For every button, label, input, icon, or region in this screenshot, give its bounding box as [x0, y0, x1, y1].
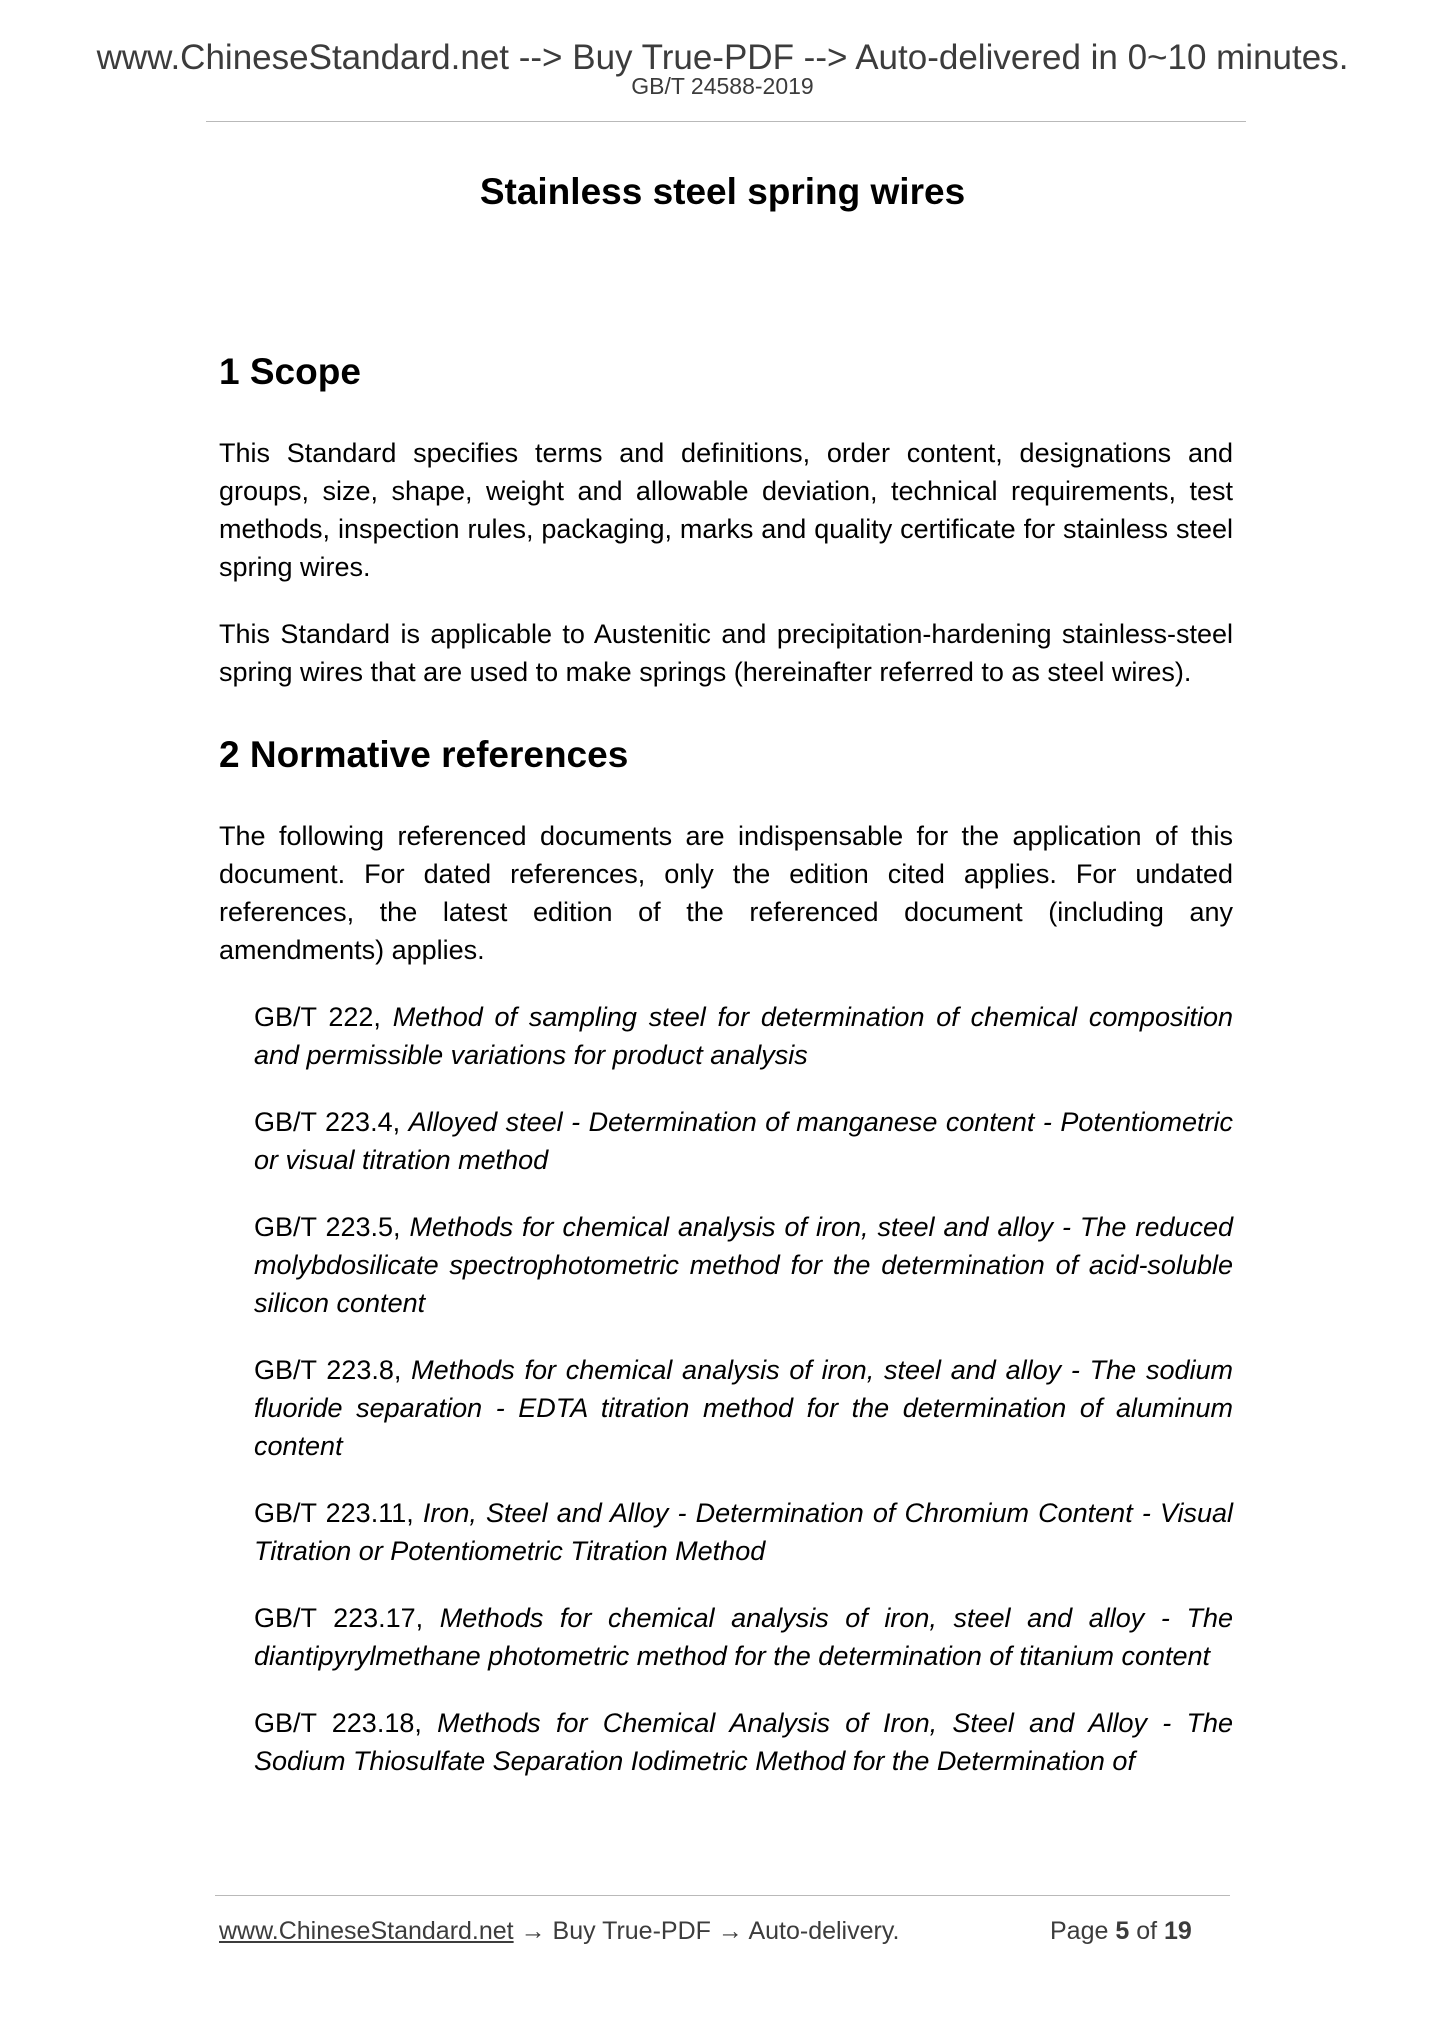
document-title: Stainless steel spring wires	[479, 171, 966, 212]
document-code: GB/T 24588-2019	[631, 73, 814, 99]
arrow-right-icon: →	[717, 1917, 743, 1945]
reference-code: GB/T 223.11,	[254, 1498, 414, 1528]
page-label: Page	[1050, 1917, 1109, 1945]
arrow-right-icon: →	[520, 1917, 546, 1945]
page-total: 19	[1164, 1917, 1192, 1945]
reference-code: GB/T 222,	[254, 1002, 381, 1032]
footer-delivery-text: Auto-delivery.	[748, 1917, 900, 1945]
top-banner: www.ChineseStandard.net --> Buy True-PDF --> Auto-delivered in 0~10 minutes.	[96, 38, 1349, 77]
reference-title: Iron, Steel and Alloy - Determination of Chromium Content - Visual Titration or Potentiometric Titration Method	[254, 1498, 1233, 1566]
reference-item	[254, 1494, 1233, 1570]
footer-site-link[interactable]: www.ChineseStandard.net	[219, 1917, 514, 1945]
scope-paragraph: This Standard specifies terms and definitions, order content, designations and groups, size, shape, weight and allowable deviation, technical requirements, test methods, inspection rules, packaging, marks and quality certificate for stainless steel spring wires.	[219, 438, 1233, 582]
reference-item	[254, 1103, 1233, 1179]
header-divider	[206, 121, 1246, 122]
reference-title: Method of sampling steel for determination of chemical composition and permissible variations for product analysis	[254, 1002, 1233, 1070]
reference-item	[254, 1208, 1233, 1322]
reference-title: Methods for chemical analysis of iron, steel and alloy - The sodium fluoride separation - EDTA titration method for the determination of aluminum content	[254, 1355, 1233, 1461]
reference-code: GB/T 223.5,	[254, 1212, 401, 1242]
reference-item	[254, 1351, 1233, 1465]
page-current: 5	[1115, 1917, 1130, 1945]
page-indicator	[1050, 1916, 1192, 1946]
reference-item	[254, 1704, 1233, 1780]
reference-item	[254, 998, 1233, 1074]
reference-title: Methods for Chemical Analysis of Iron, Steel and Alloy - The Sodium Thiosulfate Separation Iodimetric Method for the Determination of	[254, 1708, 1233, 1776]
normative-intro-paragraph: The following referenced documents are indispensable for the application of this document. For dated references, only the edition cited applies. For undated references, the latest edition of the referenced document (including any amendments) applies.	[219, 821, 1233, 965]
footer-buy-text: Buy True-PDF	[552, 1917, 711, 1945]
section-heading-normative-references: 2 Normative references	[219, 734, 629, 775]
reference-code: GB/T 223.18,	[254, 1708, 422, 1738]
reference-title: Methods for chemical analysis of iron, steel and alloy - The reduced molybdosilicate spectrophotometric method for the determination of acid-soluble silicon content	[254, 1212, 1233, 1318]
section-heading-scope: 1 Scope	[219, 351, 361, 392]
scope-paragraph: This Standard is applicable to Austenitic and precipitation-hardening stainless-steel spring wires that are used to make springs (hereinafter referred to as steel wires).	[219, 619, 1233, 687]
reference-code: GB/T 223.4,	[254, 1107, 401, 1137]
reference-title: Alloyed steel - Determination of manganese content - Potentiometric or visual titration method	[254, 1107, 1233, 1175]
reference-code: GB/T 223.17,	[254, 1603, 424, 1633]
page-of-label: of	[1136, 1917, 1158, 1945]
reference-title: Methods for chemical analysis of iron, steel and alloy - The diantipyrylmethane photometric method for the determination of titanium content	[254, 1603, 1233, 1671]
reference-code: GB/T 223.8,	[254, 1355, 402, 1385]
footer-divider	[215, 1895, 1230, 1896]
footer-promo	[219, 1916, 899, 1946]
document-body	[219, 350, 1233, 1780]
reference-item	[254, 1599, 1233, 1675]
